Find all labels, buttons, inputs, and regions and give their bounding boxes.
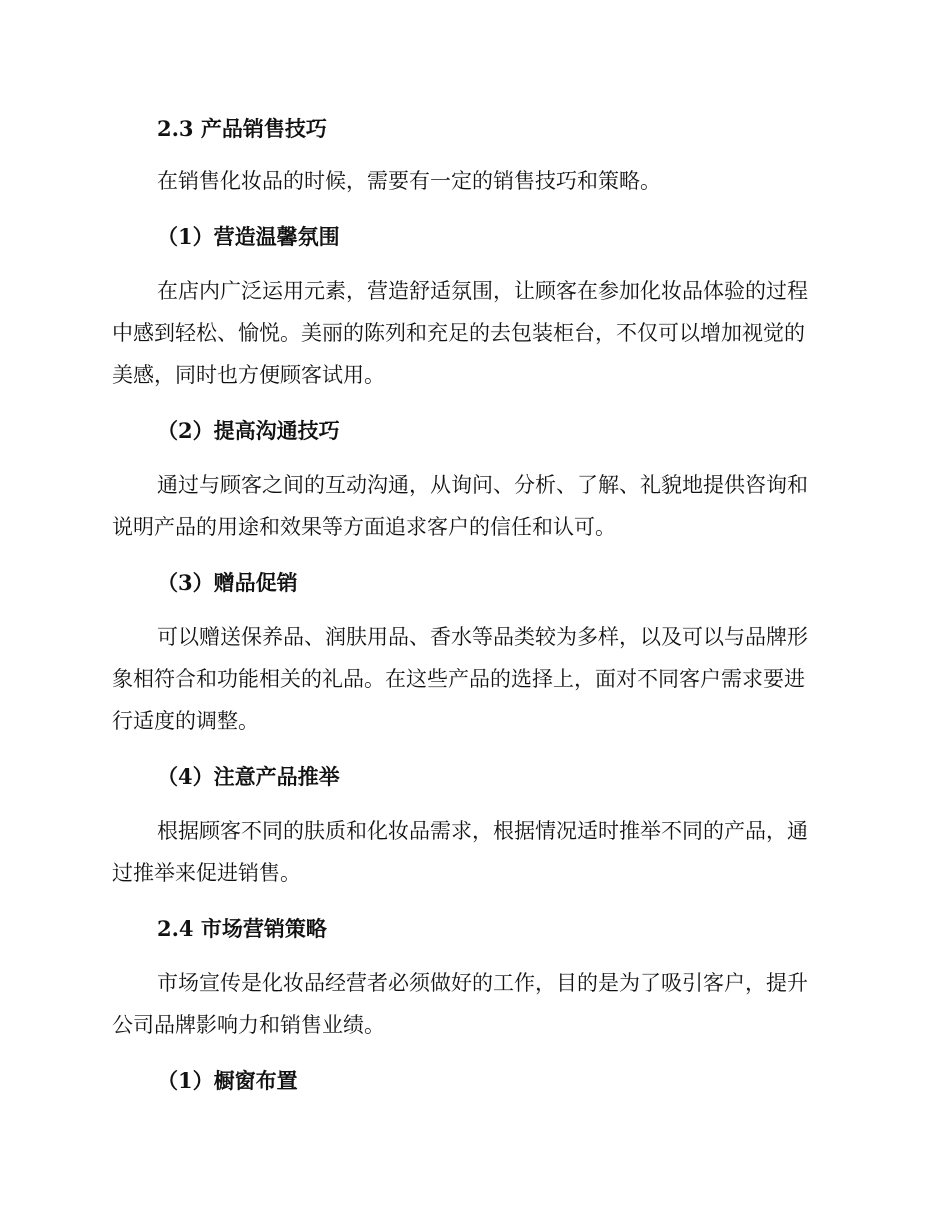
paragraph-line: 公司品牌影响力和销售业绩。: [112, 1013, 385, 1037]
item-title-window-display: （1）橱窗布置: [157, 1068, 298, 1093]
item-paragraph-3: [112, 616, 832, 742]
paragraph-line: 美感，同时也方便顾客试用。: [112, 363, 385, 387]
item-title-4: （4）注意产品推举: [157, 764, 340, 789]
paragraph-line: 可以赠送保养品、润肤用品、香水等品类较为多样，以及可以与品牌形: [157, 625, 808, 649]
section-intro-paragraph: [112, 962, 832, 1046]
item-paragraph-2: [112, 464, 832, 548]
item-paragraph-1: [112, 270, 832, 396]
section-heading-2-3: 2.3 产品销售技巧: [157, 116, 327, 141]
item-paragraph-4: [112, 810, 832, 894]
paragraph-line: 行适度的调整。: [112, 709, 259, 733]
item-title-3: （3）赠品促销: [157, 570, 298, 595]
paragraph-line: 过推举来促进销售。: [112, 861, 301, 885]
paragraph-line: 根据顾客不同的肤质和化妆品需求，根据情况适时推举不同的产品，通: [157, 819, 808, 843]
paragraph-line: 说明产品的用途和效果等方面追求客户的信任和认可。: [112, 515, 616, 539]
paragraph-line: 在销售化妆品的时候，需要有一定的销售技巧和策略。: [157, 169, 661, 193]
item-title-1: （1）营造温馨氛围: [157, 224, 340, 249]
item-title-2: （2）提高沟通技巧: [157, 418, 340, 443]
paragraph-line: 象相符合和功能相关的礼品。在这些产品的选择上，面对不同客户需求要进: [112, 667, 805, 691]
section-heading-2-4: 2.4 市场营销策略: [157, 916, 327, 941]
section-intro-paragraph: [112, 160, 832, 202]
paragraph-line: 中感到轻松、愉悦。美丽的陈列和充足的去包装柜台，不仅可以增加视觉的: [112, 321, 805, 345]
paragraph-line: 市场宣传是化妆品经营者必须做好的工作，目的是为了吸引客户，提升: [157, 971, 808, 995]
paragraph-line: 在店内广泛运用元素，营造舒适氛围，让顾客在参加化妆品体验的过程: [157, 279, 808, 303]
paragraph-line: 通过与顾客之间的互动沟通，从询问、分析、了解、礼貌地提供咨询和: [157, 473, 808, 497]
